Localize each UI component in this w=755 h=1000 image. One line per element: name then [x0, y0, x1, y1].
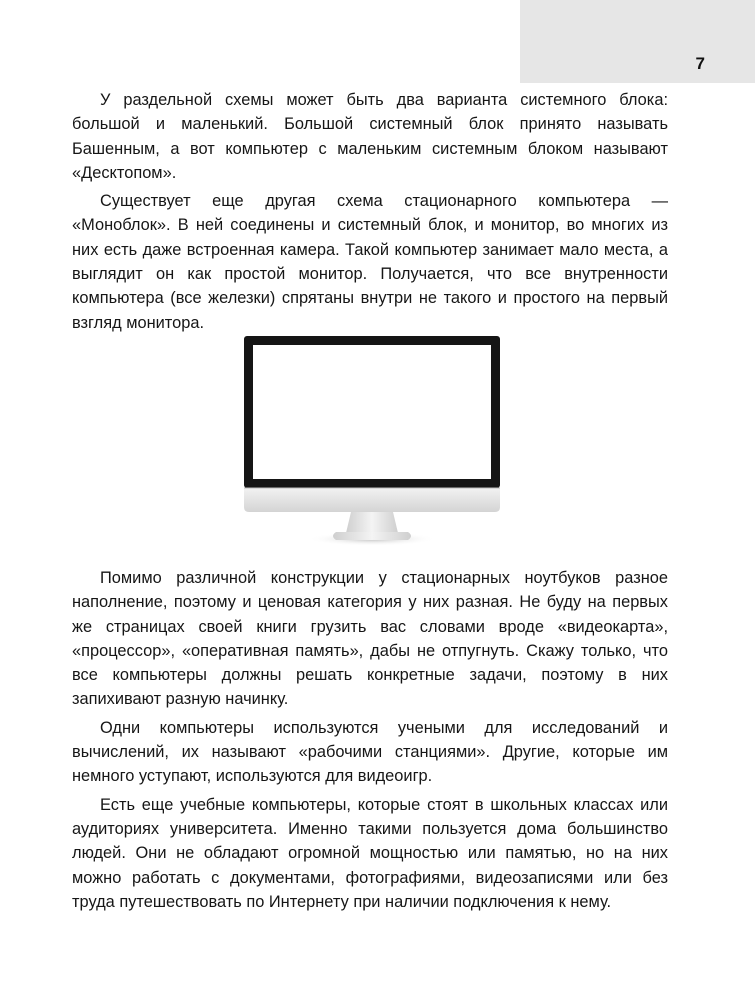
monitor-stand [346, 512, 398, 533]
monoblock-illustration [240, 333, 504, 553]
monitor-base [333, 532, 411, 540]
monitor-chin [244, 488, 500, 512]
paragraph: Есть еще учебные компьютеры, которые стоят в школьных классах или аудиториях университета. Именно такими пользуется дома большинство людей. Они не обладают огромной мощностью или памятью, но на них можно работать с документами, фотографиями, видеозаписями или без труда путешествовать по Интернету при наличии подключения к нему. [72, 795, 668, 911]
paragraph: Помимо различной конструкции у стационарных ноутбуков разное наполнение, поэтому и ценовая категория у них разная. Не буду на первых же страницах своей книги грузить вас словами вроде «видеокарта», «процессор», «оперативная память», дабы не отпугнуть. Скажу только, что все компьютеры должны решать конкретные задачи, поэтому в них запихивают разную начинку. [72, 569, 668, 709]
paragraph: Существует еще другая схема стационарного компьютера — «Моноблок». В ней соединены и системный блок, и монитор, во многих из них есть даже встроенная камера. Такой компьютер занимает мало места, а выглядит он как простой монитор. Получается, что все внутренности компьютера (все железки) спрятаны внутри не такого и простого на первый взгляд монитора. [72, 192, 668, 332]
text-block-top [72, 88, 668, 339]
monitor-screen [253, 345, 491, 479]
paragraph: Одни компьютеры используются учеными для исследований и вычислений, их называют «рабочими станциями». Другие, которые им немного уступают, используются для видеоигр. [72, 718, 668, 786]
text-block-bottom [72, 566, 668, 918]
paragraph: У раздельной схемы может быть два варианта системного блока: большой и маленький. Большой системный блок принято называть Башенным, а вот компьютер с маленьким системным блоком называют «Десктопом». [72, 91, 668, 182]
page-number-tab [520, 0, 755, 83]
monitor-image [240, 333, 504, 553]
page-number: 7 [695, 54, 705, 73]
